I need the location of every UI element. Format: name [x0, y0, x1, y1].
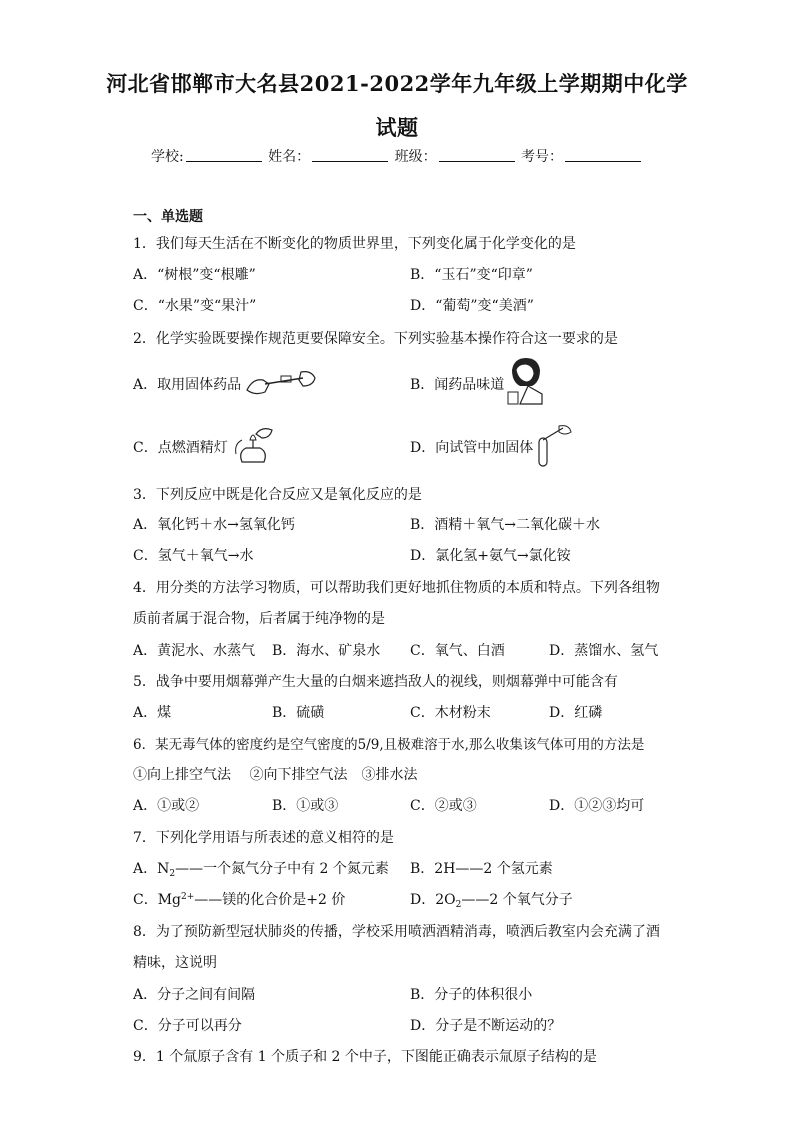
q3-stem: 3．下列反应中既是化合反应又是氧化反应的是: [133, 487, 422, 503]
q7-a-text: ——一个氮气分子中有 2 个氮元素: [175, 861, 389, 877]
q4-option-b[interactable]: B．海水、矿泉水: [272, 643, 381, 659]
document-title-line2: 试题: [375, 115, 419, 140]
q4-option-a[interactable]: A．黄泥水、水蒸气: [133, 643, 256, 659]
name-label: 姓名：: [268, 149, 311, 165]
q8-option-a[interactable]: A．分子之间有间隔: [133, 987, 256, 1003]
q7-a-prefix: A．N: [133, 861, 170, 877]
q2-option-c[interactable]: C．点燃酒精灯: [133, 440, 228, 456]
q1-option-b[interactable]: B．“玉石”变“印章”: [410, 267, 533, 283]
q6-option-c[interactable]: C．②或③: [410, 798, 477, 814]
q4-option-d[interactable]: D．蒸馏水、氢气: [549, 643, 659, 659]
q8-stem-line2: 精味，这说明: [133, 955, 217, 971]
q1-option-a[interactable]: A．“树根”变“根雕”: [133, 267, 256, 283]
q8-option-b[interactable]: B．分子的体积很小: [410, 987, 533, 1003]
q7-d-text: ——2 个氧气分子: [461, 892, 573, 908]
q5-option-b[interactable]: B．硫磺: [272, 705, 325, 721]
q2-option-a[interactable]: A．取用固体药品: [133, 377, 242, 393]
q1-option-d[interactable]: D．“葡萄”变“美酒”: [410, 298, 534, 314]
light-alcohol-lamp-image: [232, 424, 276, 466]
school-blank[interactable]: [186, 149, 262, 162]
section-heading: 一、单选题: [133, 209, 203, 225]
q4-stem-line1: 4．用分类的方法学习物质，可以帮助我们更好地抓住物质的本质和特点。下列各组物: [133, 580, 660, 596]
q7-stem: 7．下列化学用语与所表述的意义相符的是: [133, 830, 394, 846]
q9-stem: 9．1 个氚原子含有 1 个质子和 2 个中子，下图能正确表示氚原子结构的是: [133, 1049, 597, 1065]
class-label: 班级：: [394, 149, 437, 165]
q3-option-a[interactable]: A．氧化钙＋水→氢氧化钙: [133, 517, 295, 533]
q4-stem-line2: 质前者属于混合物，后者属于纯净物的是: [133, 611, 385, 627]
q7-c-superscript: 2+: [181, 892, 195, 902]
q7-a-subscript: 2: [169, 869, 176, 879]
q3-option-c[interactable]: C．氢气＋氧气→水: [133, 548, 254, 564]
class-blank[interactable]: [439, 149, 515, 162]
student-info-row: [0, 146, 794, 166]
school-label: 学校:: [150, 149, 184, 165]
q7-option-c[interactable]: [133, 889, 345, 909]
q7-d-prefix: D．2O: [410, 892, 456, 908]
q1-option-c[interactable]: C．“水果”变“果汁”: [133, 298, 257, 314]
q5-option-c[interactable]: C．木材粉末: [410, 705, 491, 721]
q6-option-d[interactable]: D．①②③均可: [549, 798, 645, 814]
q5-option-a[interactable]: A．煤: [133, 705, 172, 721]
q6-methods: ①向上排空气法 ②向下排空气法 ③排水法: [133, 767, 418, 783]
q8-stem-line1: 8．为了预防新型冠状肺炎的传播，学校采用喷洒酒精消毒，喷洒后教室内会充满了酒: [133, 924, 660, 940]
q4-option-c[interactable]: C．氧气、白酒: [410, 643, 505, 659]
q5-stem: 5．战争中要用烟幕弹产生大量的白烟来遮挡敌人的视线，则烟幕弹中可能含有: [133, 674, 618, 690]
exam-no-label: 考号：: [521, 149, 564, 165]
q5-option-d[interactable]: D．红磷: [549, 705, 603, 721]
q8-option-d[interactable]: D．分子是不断运动的？: [410, 1018, 562, 1034]
q1-stem: 1．我们每天生活在不断变化的物质世界里，下列变化属于化学变化的是: [133, 236, 576, 252]
q2-option-d[interactable]: D．向试管中加固体: [410, 440, 534, 456]
q6-option-a[interactable]: A．①或②: [133, 798, 200, 814]
q6-option-b[interactable]: B．①或③: [272, 798, 339, 814]
q7-c-prefix: C．Mg: [133, 892, 182, 908]
q8-option-c[interactable]: C．分子可以再分: [133, 1018, 242, 1034]
q2-stem: 2．化学实验既要操作规范更要保障安全。下列实验基本操作符合这一要求的是: [133, 331, 618, 347]
q2-option-b[interactable]: B．闻药品味道: [410, 377, 505, 393]
exam-no-blank[interactable]: [565, 149, 641, 162]
take-solid-reagent-image: [243, 364, 319, 398]
q7-option-a[interactable]: [133, 858, 389, 879]
smell-reagent-image: [502, 356, 546, 406]
q7-c-text: ——镁的化合价是+2 价: [194, 892, 346, 908]
q7-d-subscript: 2: [455, 900, 462, 910]
q3-option-d[interactable]: D．氯化氢+氨气→氯化铵: [410, 548, 571, 564]
document-title-line1: 河北省邯郸市大名县2021-2022学年九年级上学期期中化学: [106, 71, 688, 96]
q3-option-b[interactable]: B．酒精＋氧气→二氧化碳＋水: [410, 517, 601, 533]
add-solid-to-test-tube-image: [533, 424, 573, 468]
name-blank[interactable]: [312, 149, 388, 162]
q6-stem: 6．某无毒气体的密度约是空气密度的5/9,且极难溶于水,那么收集该气体可用的方法是: [133, 737, 645, 753]
q7-option-d[interactable]: [410, 889, 573, 910]
q7-option-b[interactable]: B．2H——2 个氢元素: [410, 861, 553, 877]
